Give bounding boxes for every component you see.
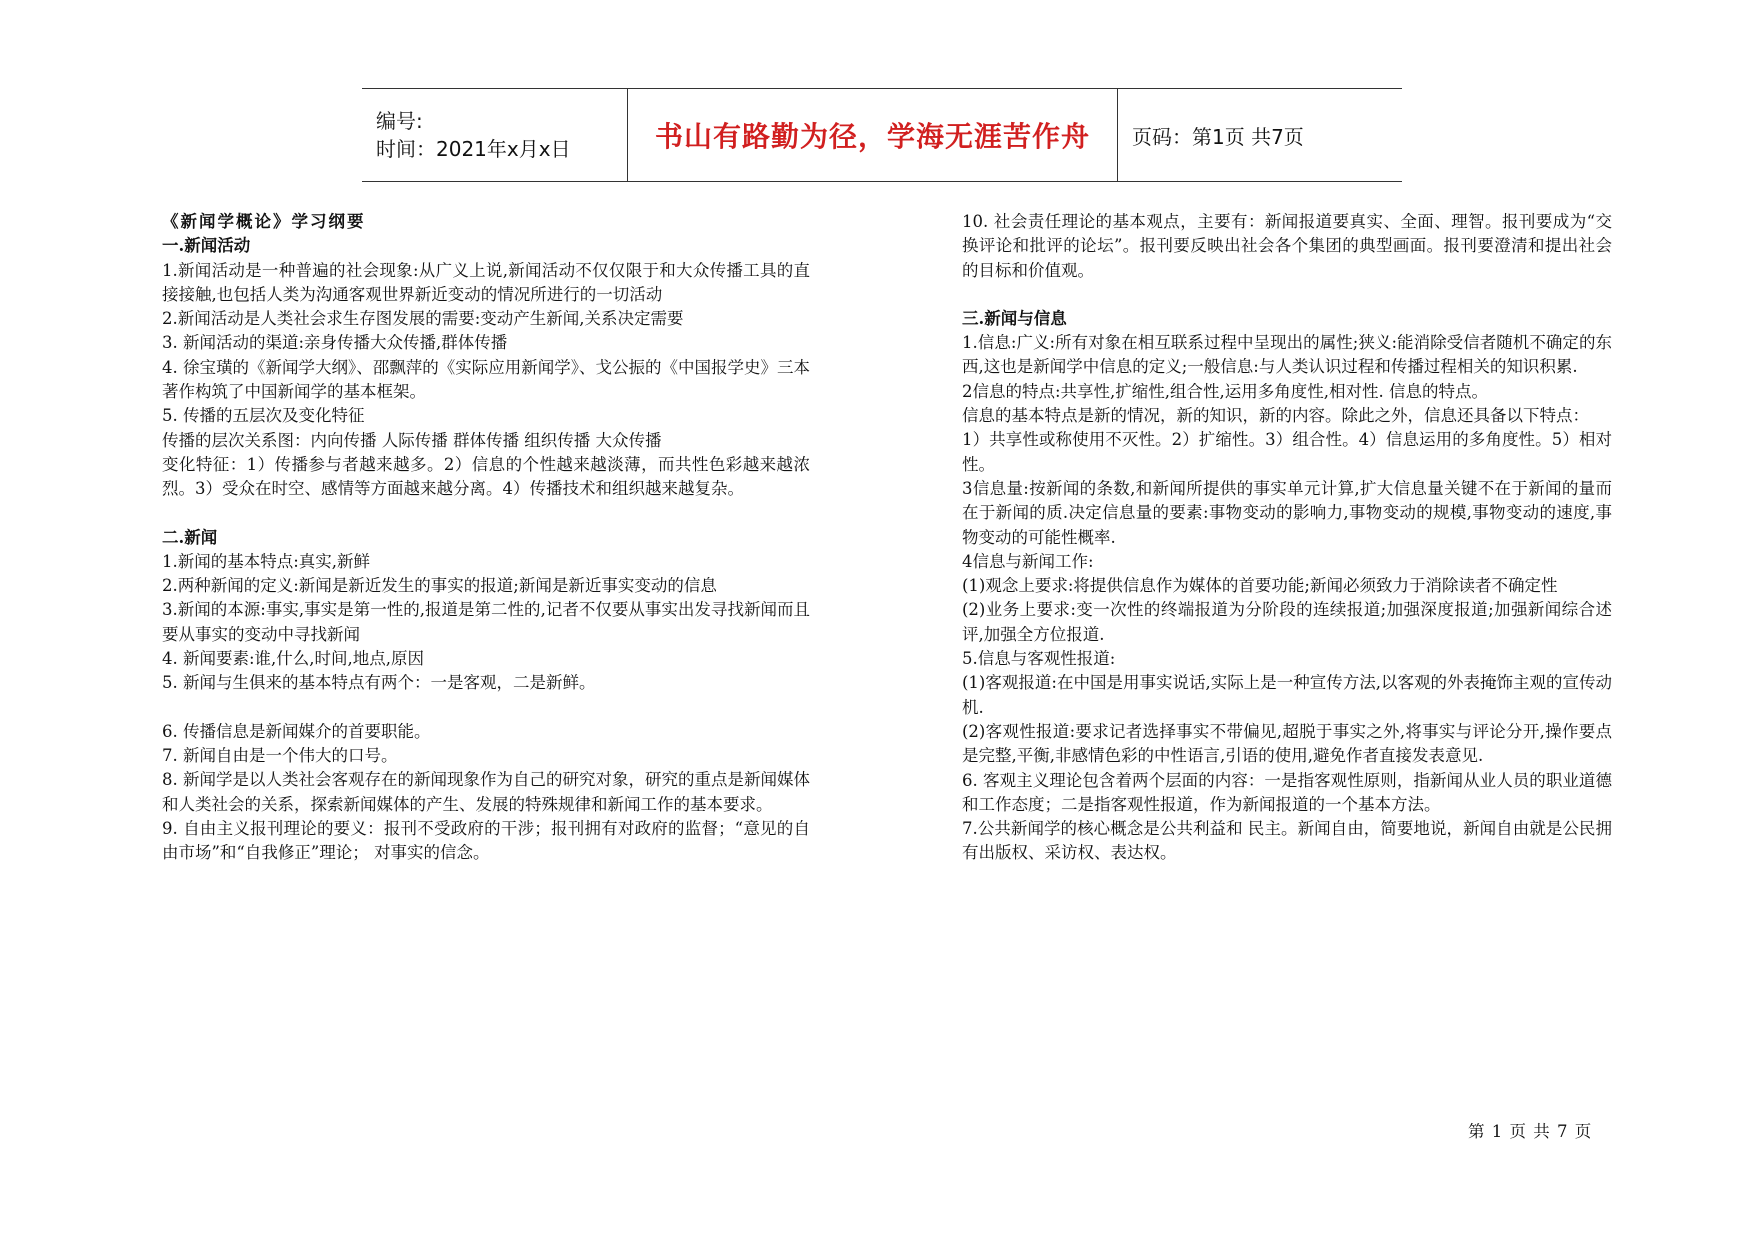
spacer (962, 283, 1612, 307)
paragraph: 信息的基本特点是新的情况，新的知识，新的内容。除此之外，信息还具备以下特点： (962, 406, 1589, 426)
paragraph: (2)业务上要求:变一次性的终端报道为分阶段的连续报道;加强深度报道;加强新闻综合述评,加强全方位报道. (962, 600, 1612, 644)
header-motto: 书山有路勤为径，学海无涯苦作舟 (654, 120, 1090, 153)
paragraph: 7. 新闻自由是一个伟大的口号。 (162, 745, 398, 765)
paragraph: 9. 自由主义报刊理论的要义：报刊不受政府的干涉；报刊拥有对政府的监督；“意见的自由市场”和“自我修正”理论； 对事实的信念。 (162, 818, 810, 863)
paragraph: 4. 徐宝璜的《新闻学大纲》、邵飘萍的《实际应用新闻学》、戈公振的《中国报学史》三本著作构筑了中国新闻学的基本框架。 (162, 357, 810, 402)
paragraph: 2信息的特点:共享性,扩缩性,组合性,运用多角度性,相对性. 信息的特点。 (962, 381, 1489, 401)
header-meta (362, 89, 628, 181)
paragraph: 传播的层次关系图：内向传播 人际传播 群体传播 组织传播 大众传播 (162, 430, 662, 450)
paragraph: 10. 社会责任理论的基本观点，主要有：新闻报道要真实、全面、理智。报刊要成为“交换评论和批评的论坛”。报刊要反映出社会各个集团的典型画面。报刊要澄清和提出社会的目标和价值观。 (962, 212, 1612, 280)
header-motto-cell (628, 89, 1118, 181)
paragraph: 3信息量:按新闻的条数,和新闻所提供的事实单元计算,扩大信息量关键不在于新闻的量而在于新闻的质.决定信息量的要素:事物变动的影响力,事物变动的规模,事物变动的速度,事物变动的可能性概率. (962, 478, 1612, 547)
paragraph: 4信息与新闻工作: (962, 551, 1094, 571)
paragraph: 5.信息与客观性报道: (962, 649, 1116, 669)
paragraph: 3.新闻的本源:事实,事实是第一性的,报道是第二性的,记者不仅要从事实出发寻找新闻而且要从事实的变动中寻找新闻 (162, 600, 810, 644)
document-date: 时间：2021年x月x日 (376, 137, 571, 161)
paragraph: 3. 新闻活动的渠道:亲身传播大众传播,群体传播 (162, 333, 508, 353)
section-heading-news-and-information: 三.新闻与信息 (962, 308, 1067, 328)
paragraph: 6. 传播信息是新闻媒介的首要职能。 (162, 721, 431, 741)
paragraph: (1)客观报道:在中国是用事实说话,实际上是一种宣传方法,以客观的外表掩饰主观的宣传动机. (962, 673, 1612, 717)
spacer (162, 502, 810, 526)
paragraph: 2.新闻活动是人类社会求生存图发展的需要:变动产生新闻,关系决定需要 (162, 309, 684, 329)
paragraph: 2.两种新闻的定义:新闻是新近发生的事实的报道;新闻是新近事实变动的信息 (162, 576, 717, 596)
paragraph: (1)观念上要求:将提供信息作为媒体的首要功能;新闻必须致力于消除读者不确定性 (962, 576, 1558, 596)
paragraph: 1）共享性或称使用不灭性。2）扩缩性。3）组合性。4）信息运用的多角度性。5）相对性。 (962, 430, 1612, 474)
right-column (962, 210, 1612, 866)
document-number-label: 编号: (376, 109, 423, 133)
paragraph: 5. 新闻与生俱来的基本特点有两个：一是客观，二是新鲜。 (162, 673, 596, 693)
paragraph: 1.新闻的基本特点:真实,新鲜 (162, 551, 371, 571)
paragraph: 7.公共新闻学的核心概念是公共利益和 民主。新闻自由，简要地说，新闻自由就是公民拥有出版权、采访权、表达权。 (962, 819, 1612, 863)
header-page-cell (1118, 89, 1402, 181)
page-footer-number: 第 1 页 共 7 页 (1468, 1122, 1593, 1141)
paragraph: 1.新闻活动是一种普遍的社会现象:从广义上说,新闻活动不仅仅限于和大众传播工具的直接接触,也包括人类为沟通客观世界新近变动的情况所进行的一切活动 (162, 260, 810, 304)
spacer (162, 696, 810, 720)
paragraph: (2)客观性报道:要求记者选择事实不带偏见,超脱于事实之外,将事实与评论分开,操作要点是完整,平衡,非感情色彩的中性语言,引语的使用,避免作者直接发表意见. (962, 721, 1612, 766)
header-page-number: 页码：第1页 共7页 (1132, 124, 1304, 149)
paragraph: 变化特征：1）传播参与者越来越多。2）信息的个性越来越淡薄，而共性色彩越来越浓烈。3）受众在时空、感情等方面越来越分离。4）传播技术和组织越来越复杂。 (162, 454, 810, 499)
paragraph: 6. 客观主义理论包含着两个层面的内容：一是指客观性原则，指新闻从业人员的职业道德和工作态度；二是指客观性报道，作为新闻报道的一个基本方法。 (962, 770, 1612, 814)
paragraph: 4. 新闻要素:谁,什么,时间,地点,原因 (162, 649, 425, 669)
document-title: 《新闻学概论》学习纲要 (162, 212, 366, 231)
paragraph: 5. 传播的五层次及变化特征 (162, 406, 365, 426)
paragraph: 1.信息:广义:所有对象在相互联系过程中呈现出的属性;狭义:能消除受信者随机不确定的东西,这也是新闻学中信息的定义;一般信息:与人类认识过程和传播过程相关的知识积累. (962, 333, 1612, 377)
page-header (362, 88, 1402, 182)
section-heading-news-activity: 一.新闻活动 (162, 236, 251, 256)
paragraph: 8. 新闻学是以人类社会客观存在的新闻现象作为自己的研究对象，研究的重点是新闻媒体和人类社会的关系，探索新闻媒体的产生、发展的特殊规律和新闻工作的基本要求。 (162, 770, 810, 814)
section-heading-news: 二.新闻 (162, 527, 218, 547)
left-column (162, 210, 810, 865)
